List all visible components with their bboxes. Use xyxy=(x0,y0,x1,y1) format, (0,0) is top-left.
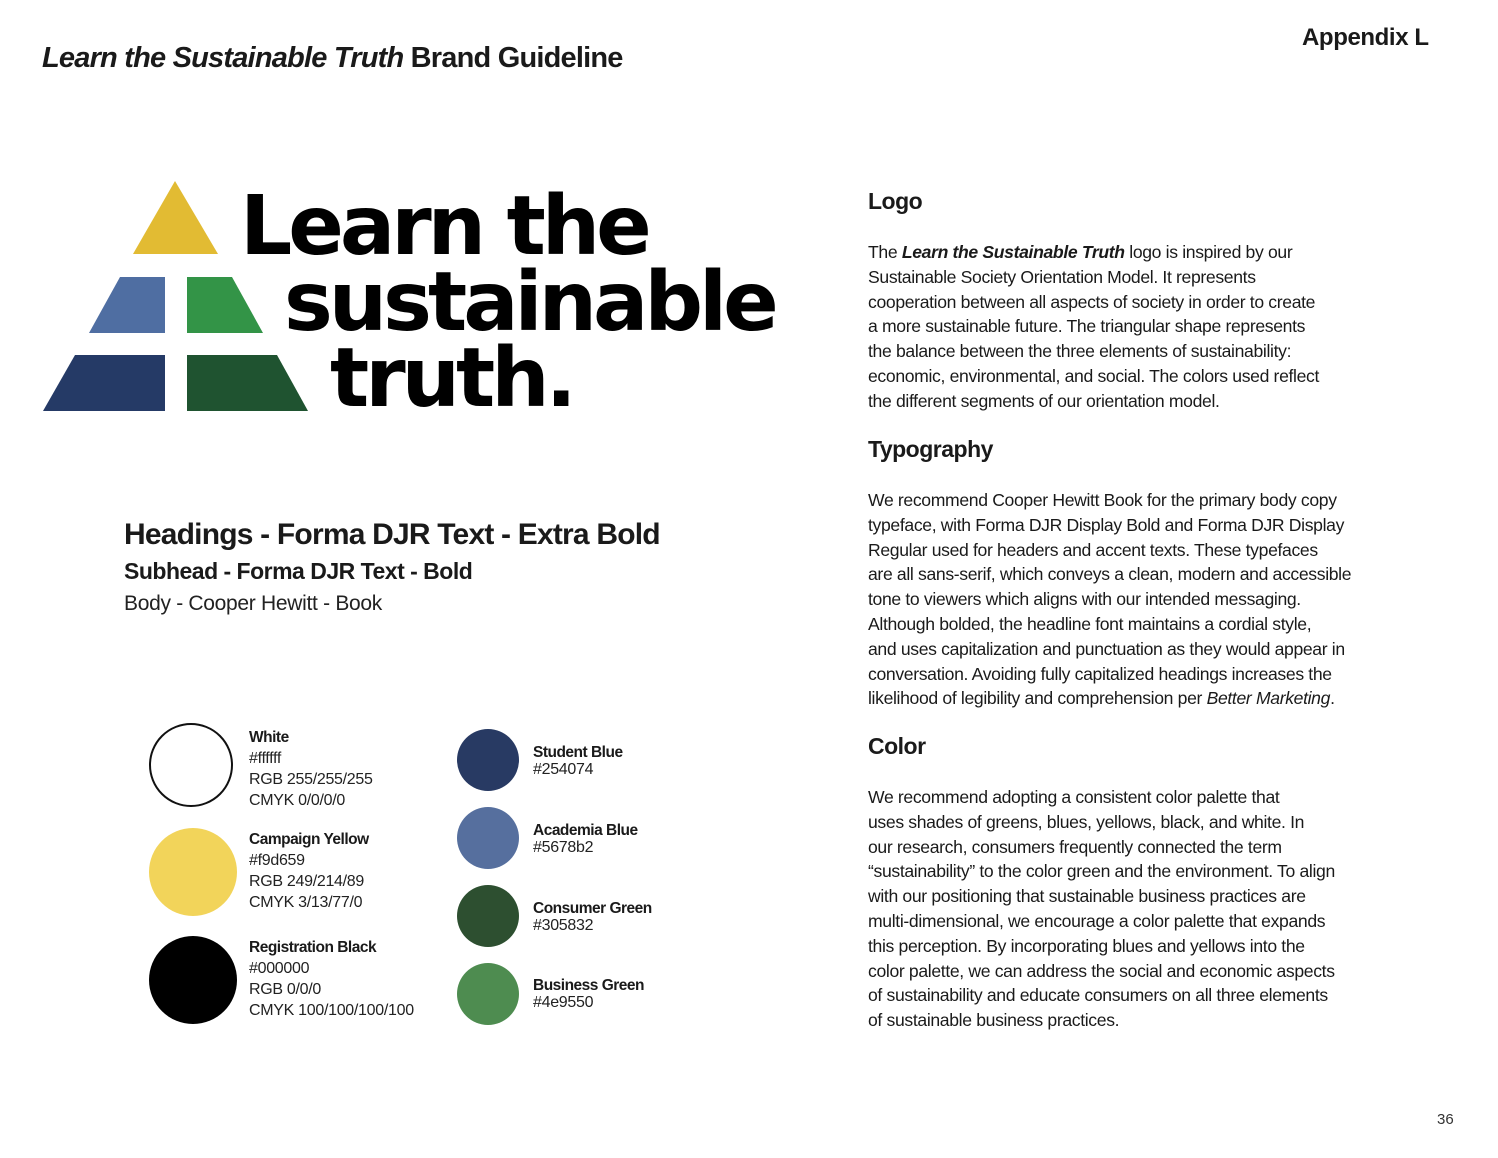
logo-intro-line xyxy=(868,240,1319,265)
swatch-hex: #305832 xyxy=(533,917,594,934)
text-run: . xyxy=(1330,688,1335,709)
paragraph-line: economic, environmental, and social. The colors used reflect xyxy=(868,365,1320,386)
swatch-name: Campaign Yellow xyxy=(249,831,369,848)
swatch-hex: #5678b2 xyxy=(533,839,594,856)
paragraph-line: of sustainable business practices. xyxy=(868,1010,1120,1031)
paragraph-line: the different segments of our orientation model. xyxy=(868,390,1220,411)
swatch-label-white xyxy=(249,727,373,811)
section-heading-logo: Logo xyxy=(868,188,923,214)
swatch-rgb: RGB 249/214/89 xyxy=(249,873,364,890)
swatch-academia-blue xyxy=(457,807,519,869)
text-run: likelihood of legibility and comprehension per xyxy=(868,688,1207,709)
swatch-hex: #000000 xyxy=(249,960,310,977)
paragraph-line: and uses capitalization and punctuation as they would appear in xyxy=(868,638,1345,659)
paragraph-line: conversation. Avoiding fully capitalized headings increases the xyxy=(868,663,1332,684)
swatch-rgb: RGB 255/255/255 xyxy=(249,771,373,788)
logo-trapezoid-mid-right xyxy=(187,277,263,333)
swatch-label-consumer-green xyxy=(533,900,652,934)
swatch-name: White xyxy=(249,729,289,746)
paragraph-line: We recommend adopting a consistent color palette that xyxy=(868,787,1280,807)
paragraph-line: the balance between the three elements of sustainability: xyxy=(868,341,1292,362)
logo-wordmark-line-1: Learn the xyxy=(240,179,648,274)
paragraph-line: Sustainable Society Orientation Model. It represents xyxy=(868,266,1256,287)
paragraph-line: a more sustainable future. The triangular shape represents xyxy=(868,316,1306,337)
paragraph-line: typeface, with Forma DJR Display Bold and Forma DJR Display xyxy=(868,514,1345,535)
section-body-logo xyxy=(868,240,1319,414)
paragraph-line: with our positioning that sustainable business practices are xyxy=(868,886,1306,907)
paragraph-line: are all sans-serif, which conveys a clean, modern and accessible xyxy=(868,564,1352,585)
swatch-registration-black xyxy=(149,936,237,1024)
logo-wordmark-line-3: truth. xyxy=(330,331,573,426)
swatch-white xyxy=(149,723,233,807)
paragraph-line: color palette, we can address the social and economic aspects xyxy=(868,960,1335,981)
swatch-label-registration-black xyxy=(249,937,414,1021)
swatch-hex: #4e9550 xyxy=(533,994,594,1011)
logo-triangle-yellow xyxy=(133,181,218,254)
swatch-hex: #ffffff xyxy=(249,750,282,767)
paragraph-line xyxy=(868,686,1351,711)
typography-sample-subhead: Subhead - Forma DJR Text - Bold xyxy=(124,558,473,584)
swatch-cmyk: CMYK 3/13/77/0 xyxy=(249,894,363,911)
document-title-brand: Learn the Sustainable Truth xyxy=(42,42,404,74)
paragraph-line: We recommend Cooper Hewitt Book for the primary body copy xyxy=(868,490,1337,510)
paragraph-line: of sustainability and educate consumers on all three elements xyxy=(868,985,1328,1006)
paragraph-line: multi-dimensional, we encourage a color palette that expands xyxy=(868,910,1326,931)
paragraph-line: “sustainability” to the color green and the environment. To align xyxy=(868,861,1335,882)
swatch-label-campaign-yellow xyxy=(249,829,369,913)
appendix-label: Appendix L xyxy=(1302,24,1429,51)
swatch-cmyk: CMYK 100/100/100/100 xyxy=(249,1002,414,1019)
typography-sample-heading: Headings - Forma DJR Text - Extra Bold xyxy=(124,518,660,551)
section-body-typography xyxy=(868,488,1351,711)
section-body-color xyxy=(868,785,1335,1033)
logo-wordmark-line-2: sustainable xyxy=(284,255,775,350)
swatch-name: Student Blue xyxy=(533,744,623,761)
text-run: The xyxy=(868,242,902,262)
swatch-name: Consumer Green xyxy=(533,900,652,917)
paragraph-line: this perception. By incorporating blues and yellows into the xyxy=(868,935,1305,956)
paragraph-line: tone to viewers which aligns with our intended messaging. xyxy=(868,589,1301,610)
swatch-name: Registration Black xyxy=(249,939,377,956)
paragraph-line: Regular used for headers and accent texts. These typefaces xyxy=(868,539,1318,560)
document-title xyxy=(42,42,623,75)
swatch-label-business-green xyxy=(533,977,644,1011)
text-run: logo is inspired by our xyxy=(1124,242,1293,262)
swatch-label-student-blue xyxy=(533,744,623,778)
section-heading-color: Color xyxy=(868,733,926,759)
swatch-label-academia-blue xyxy=(533,822,638,856)
logo-trapezoid-mid-left xyxy=(89,277,165,333)
swatch-campaign-yellow xyxy=(149,828,237,916)
logo-trapezoid-bottom-left xyxy=(43,355,165,411)
citation-emphasis: Better Marketing xyxy=(1206,688,1331,709)
swatch-name: Business Green xyxy=(533,977,645,994)
logo-trapezoid-bottom-right xyxy=(187,355,308,411)
swatch-name: Academia Blue xyxy=(533,822,638,839)
paragraph-line: Although bolded, the headline font maintains a cordial style, xyxy=(868,613,1312,634)
paragraph-line: uses shades of greens, blues, yellows, black, and white. In xyxy=(868,811,1305,832)
swatch-consumer-green xyxy=(457,885,519,947)
paragraph-line: cooperation between all aspects of society in order to create xyxy=(868,291,1316,312)
page-number: 36 xyxy=(1437,1111,1454,1128)
swatch-hex: #f9d659 xyxy=(249,852,305,869)
swatch-hex: #254074 xyxy=(533,761,594,778)
paragraph-line: our research, consumers frequently connected the term xyxy=(868,836,1282,857)
swatch-rgb: RGB 0/0/0 xyxy=(249,981,322,998)
section-heading-typography: Typography xyxy=(868,436,993,462)
brand-emphasis: Learn the Sustainable Truth xyxy=(901,242,1125,262)
swatch-business-green xyxy=(457,963,519,1025)
swatch-student-blue xyxy=(457,729,519,791)
typography-sample-body: Body - Cooper Hewitt - Book xyxy=(124,592,383,615)
document-title-suffix: Brand Guideline xyxy=(403,42,623,74)
swatch-cmyk: CMYK 0/0/0/0 xyxy=(249,792,346,809)
